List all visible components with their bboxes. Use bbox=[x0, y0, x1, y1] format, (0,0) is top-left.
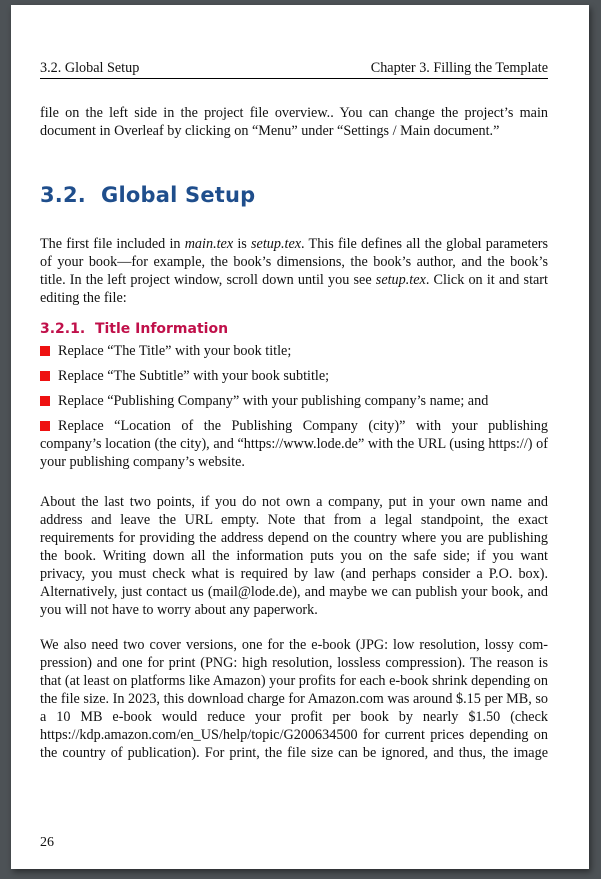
page-number: 26 bbox=[40, 835, 54, 850]
list-item-text: Replace “Location of the Publishing Company (city)” with your publishing company’s location (the city), and “https://www.lode.de” with the URL (using https://) of your publishing company’s website. bbox=[40, 418, 548, 470]
filename-setup-tex: setup.tex bbox=[375, 272, 426, 288]
intro-line-1: file on the left side in the project file overview.. You can change the project’s main bbox=[40, 105, 548, 121]
square-bullet-icon bbox=[40, 371, 50, 381]
list-item bbox=[40, 392, 548, 410]
intro-line-2: document in Overleaf by clicking on “Menu” under “Settings / Main document.” bbox=[40, 123, 500, 139]
paragraph-covers-text: We also need two cover versions, one for the e-book (JPG: low resolution, lossy compression) and one for print (PNG: high resolution, lossless compression). The reason is that (at least on platforms like Amazon) your profits for each e-book shrink depending on the file size. In 2023, this download charge for Amazon.com was around $.15 per MB, so a 10 MB e-book would reduce your profit per book by nearly $1.50 (check https://kdp.amazon.com/en_US/help/topic/G200634500 for current prices depending on the country of publication). For print, the file size can be ignored, and thus, the image bbox=[40, 637, 548, 761]
header-section: 3.2. Global Setup bbox=[40, 60, 140, 76]
header-chapter: Chapter 3. Filling the Template bbox=[370, 60, 548, 76]
subsection-number: 3.2.1. bbox=[40, 321, 86, 337]
square-bullet-icon bbox=[40, 421, 50, 431]
list-item-text: Replace “The Subtitle” with your book subtitle; bbox=[58, 368, 330, 384]
paragraph-about bbox=[40, 493, 548, 619]
list-item-text: Replace “Publishing Company” with your publishing company’s name; and bbox=[58, 393, 489, 409]
text-run: . Click on it and start editing the file: bbox=[40, 272, 548, 306]
section-heading bbox=[40, 183, 255, 207]
square-bullet-icon bbox=[40, 346, 50, 356]
text-run: . This file defines all the global parameters of your book—for example, the book’s dimensions, the book’s author, and the book’s title. In the left project window, scroll down until you see bbox=[40, 236, 548, 288]
list-item bbox=[40, 342, 548, 360]
filename-main-tex: main.tex bbox=[184, 236, 234, 252]
list-item-text: Replace “The Title” with your book title; bbox=[58, 343, 292, 359]
running-header bbox=[40, 59, 548, 79]
list-item bbox=[40, 417, 548, 471]
section-paragraph bbox=[40, 235, 548, 307]
filename-setup-tex: setup.tex bbox=[251, 236, 302, 252]
section-number: 3.2. bbox=[40, 183, 86, 207]
section-title-text: Global Setup bbox=[101, 183, 256, 207]
paragraph-covers bbox=[40, 636, 548, 762]
document-page bbox=[11, 5, 589, 869]
intro-paragraph bbox=[40, 104, 548, 140]
subsection-title-text: Title Information bbox=[94, 321, 229, 337]
subsection-heading bbox=[40, 321, 228, 337]
paragraph-about-text: About the last two points, if you do not own a company, put in your own name and address and leave the URL empty. Note that from a legal standpoint, the exact requirements for providing the address depend on the country where you are publishing the book. Writing down all the information puts you on the safe side; if you want privacy, you must check what is required by law (and perhaps consider a P.O. box). Alternatively, just contact us (mail@lode.de), and maybe we can publish your book, and you will not have to worry about any paperwork. bbox=[40, 494, 548, 618]
section-paragraph-text bbox=[40, 235, 548, 307]
list-item bbox=[40, 367, 548, 385]
text-run: is bbox=[233, 236, 252, 252]
text-run: The first file included in bbox=[40, 236, 185, 252]
square-bullet-icon bbox=[40, 396, 50, 406]
